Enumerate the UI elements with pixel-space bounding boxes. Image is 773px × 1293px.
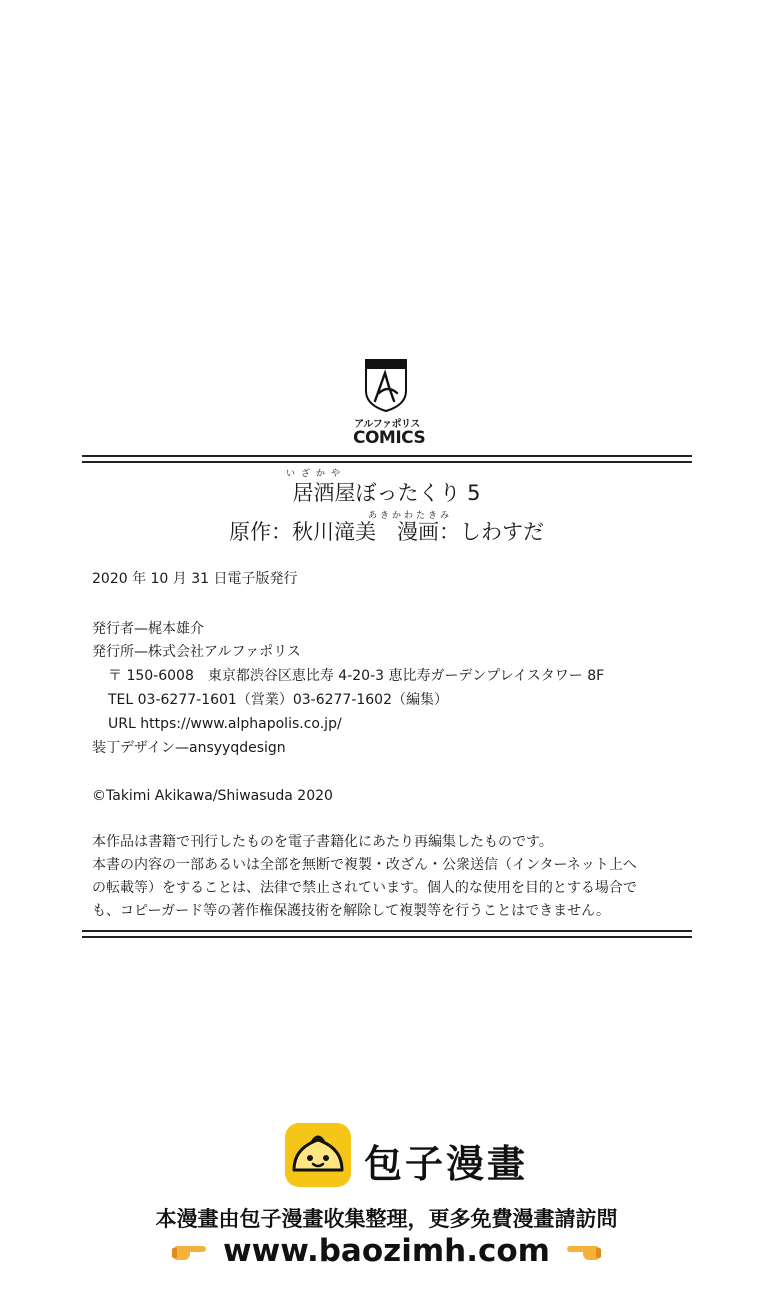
copyright: ©Takimi Akikawa/Shiwasuda 2020 [92,788,333,804]
credits-line: 原作：秋川滝美 漫画：しわすだ [229,520,544,544]
book-title: 居酒屋ぼったくり 5 [292,481,481,505]
brand-kana: アルファポリス [354,419,420,430]
alphapolis-logo [353,357,426,449]
brand-comics: COMICS [353,428,426,448]
publisher-address: 〒 150-6008 東京都渋谷区恵比寿 4-20-3 恵比寿ガーデンプレイスタワー 8F [108,668,605,684]
publisher-person: 発行者—梶本雄介 [92,621,204,637]
notice-line: の転載等）をすることは、法律で禁止されています。個人的な使用を目的とする場合で [92,880,637,896]
notice-line: も、コピーガード等の著作権保護技術を解除して複製等を行うことはできません。 [92,903,610,919]
site-url-row [0,1233,773,1269]
divider-top-2 [82,461,692,463]
divider-top-1 [82,455,692,457]
divider-bottom-2 [82,936,692,938]
pointing-hand-right-icon [170,1238,208,1264]
notice-line: 本作品は書籍で刊行したものを電子書籍化にあたり再編集したものです。 [92,834,553,850]
publisher-url: URL https://www.alphapolis.co.jp/ [108,716,342,732]
divider-bottom-1 [82,930,692,932]
site-tagline: 本漫畫由包子漫畫收集整理，更多免費漫畫請訪問 [155,1207,618,1231]
publisher-company: 発行所—株式会社アルファポリス [92,644,301,660]
alphapolis-shield-icon [363,357,409,413]
site-url-link[interactable]: www.baozimh.com [223,1233,550,1269]
design-credit: 装丁デザイン—ansyyqdesign [92,740,286,756]
notice-line: 本書の内容の一部あるいは全部を無断で複製・改ざん・公衆送信（インターネット上へ [92,857,637,873]
site-name: 包子漫畫 [364,1142,529,1186]
pointing-hand-left-icon [565,1238,603,1264]
release-date: 2020 年 10 月 31 日電子版発行 [92,571,298,587]
credits-ruby: あきかわたきみ [368,511,453,521]
baozi-logo-icon[interactable] [284,1122,352,1188]
publisher-tel: TEL 03-6277-1601（営業）03-6277-1602（編集） [108,692,448,708]
title-ruby: いざかや [286,469,347,479]
